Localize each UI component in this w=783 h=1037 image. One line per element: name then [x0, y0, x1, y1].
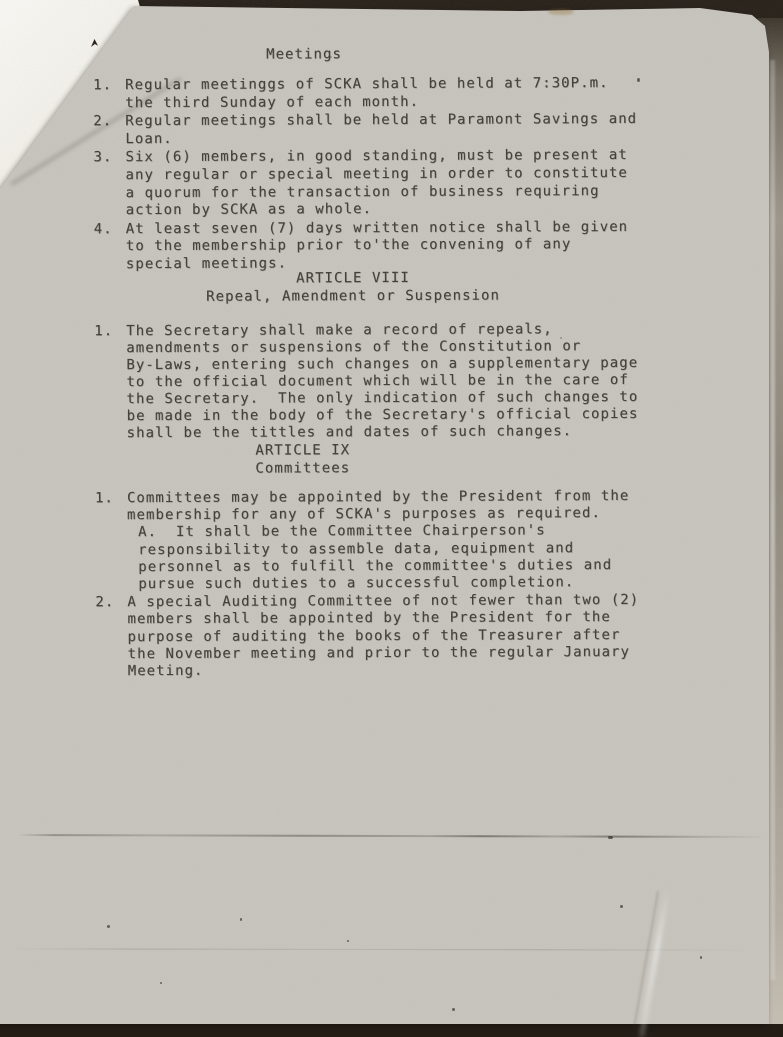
document-line: Committees may be appointed by the President from the [126, 487, 630, 507]
document-line: membership for any of SCKA's purposes as required. [126, 505, 601, 524]
list-item [94, 321, 638, 442]
article-title: ARTICLE VIII [296, 269, 410, 287]
item-lines [125, 147, 628, 220]
article-subtitle: Repeal, Amendment or Suspension [206, 287, 501, 305]
item-number: 2. [95, 594, 115, 611]
article-subtitle: Committees [255, 459, 351, 477]
item-lines [125, 111, 637, 148]
item-number: 4. [93, 220, 113, 238]
item-number: 1. [94, 323, 114, 340]
document-line: shall be the tittles and dates of such changes. [126, 423, 573, 442]
document-line: purpose of auditing the books of the Treasurer after [127, 626, 621, 645]
meetings-numbered-list [93, 75, 638, 274]
document-line: to the membership prior to'the convening of any [125, 236, 572, 255]
document-line: the November meeting and prior to the regular January [127, 643, 631, 662]
document-line: the third Sunday of each month. [125, 93, 420, 111]
item-number: 3. [93, 149, 113, 166]
list-item [93, 75, 637, 113]
list-item [93, 147, 637, 220]
list-item [95, 488, 639, 594]
article-title: ARTICLE IX [255, 442, 351, 459]
document-line: Meeting. [127, 662, 204, 680]
document-line: be made in the body of the Secretary's official copies [126, 405, 639, 425]
item-lines [127, 592, 639, 680]
item-lines [127, 488, 630, 593]
document-line: amendments or suspensions of the Constitution or [126, 338, 582, 357]
document-line: Loan. [125, 130, 173, 147]
document-line: A. It shall be the Committee Chairperson's [138, 522, 546, 541]
article-ix-heading [0, 441, 609, 479]
document-line: personnel as to fulfill the committee's duties and [138, 556, 613, 575]
document-line: Regular meetings shall be held at Paramont Savings and [125, 111, 638, 130]
document-line: The Secretary shall make a record of repeals, [126, 321, 553, 340]
section-heading-meetings: Meetings [266, 46, 342, 63]
document-line: Six (6) members, in good standing, must be present at [125, 147, 628, 166]
list-item [95, 592, 639, 680]
item-number: 2. [93, 113, 113, 130]
list-item [93, 111, 637, 149]
document-line: Regular meetinggs of SCKA shall be held at 7:30P.m. [125, 75, 609, 94]
document-line: pursue such duties to a successful completion. [138, 574, 575, 593]
document-line: the Secretary. The only indication of such changes to [126, 388, 639, 408]
document-line: At least seven (7) days written notice shall be given [125, 218, 629, 237]
list-item [94, 219, 638, 274]
article-ix-numbered-list [95, 488, 640, 681]
document-line: responsibility to assemble data, equipment and [138, 539, 575, 558]
document-line: action by SCKA as a whole. [125, 201, 373, 219]
document-line: special meetings. [125, 255, 288, 273]
document-line: members shall be appointed by the President for the [127, 609, 611, 628]
document-line: a quorum for the transaction of business requiring [125, 182, 600, 201]
document-line: any regular or special meeting in order to constitute [125, 164, 628, 184]
item-lines [126, 219, 629, 274]
article-viii-body [94, 321, 638, 442]
item-number: 1. [93, 77, 113, 94]
item-number: 1. [94, 490, 114, 507]
document-line: A special Auditing Committee of not fewer than two (2) [127, 592, 640, 611]
document-line: to the official document which will be in the care of [126, 371, 629, 391]
item-lines [125, 75, 609, 112]
document-line: By-Laws, entering such changes on a supplementary page [126, 354, 639, 374]
item-lines [126, 321, 638, 442]
article-viii-heading [47, 269, 659, 307]
